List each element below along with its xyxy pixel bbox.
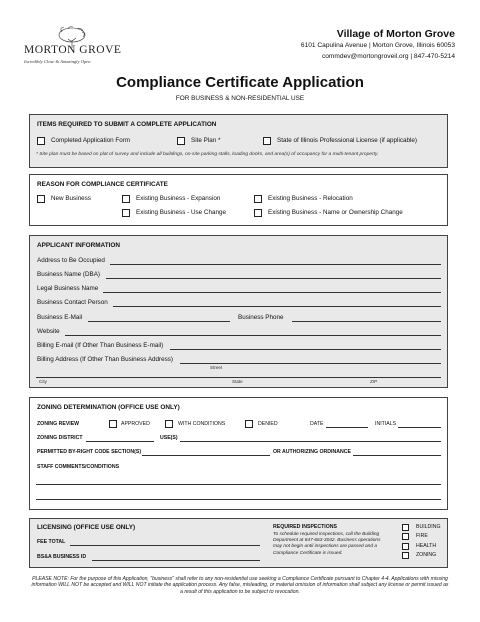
state-sublabel: State [232,379,243,384]
option-label: Existing Business - Name or Ownership Change [268,209,403,216]
zoning-review-label: ZONING REVIEW [37,421,80,427]
field-label: Business Contact Person [37,299,108,306]
staff-comments-line[interactable] [36,484,441,485]
checkbox-with-conditions[interactable] [165,420,173,428]
village-name: Village of Morton Grove [336,28,455,40]
items-required-heading: ITEMS REQUIRED TO SUBMIT A COMPLETE APPLICATION [37,121,217,128]
checkbox-health[interactable] [402,543,409,550]
footer-note: PLEASE NOTE: For the purpose of this Application, "business" shall refer to any non-residential use seeking a Compliance Certificate pursuant to Chapter 4-4. Applications with missing information WILL NOT be accepted and WILL NOT initiate the application process. Any false, misleading, or material omission of information shall subject any license or permit issued as a result of this application to be subject to revocation. [31,576,449,595]
logo-wordmark: MORTON GROVE [24,44,122,56]
field-label: Business Name (DBA) [37,271,100,278]
city-sublabel: City [39,379,47,384]
zoning-heading: ZONING DETERMINATION (OFFICE USE ONLY) [37,404,180,411]
checkbox-fire[interactable] [402,533,409,540]
option-label: Site Plan * [191,137,221,144]
zoning-district-label: ZONING DISTRICT [37,435,83,441]
licensing-heading: LICENSING (OFFICE USE ONLY) [37,524,136,531]
checkbox-denied[interactable] [245,420,253,428]
option-label: Existing Business - Relocation [268,195,353,202]
fee-total-input[interactable] [70,545,260,546]
reason-section [29,174,448,226]
business-name-input[interactable] [106,278,441,279]
applicant-section [29,235,448,388]
site-plan-footnote: * Site plan must be based on plat of survey and include all buildings, on-site parking stalls, loading docks, and area(s) of occupancy for a multi-tenant property. [36,152,379,157]
field-label: Billing E-mail (If Other Than Business E-mail) [37,342,164,349]
address-occupied-input[interactable] [110,264,441,265]
website-input[interactable] [65,335,441,336]
checkbox-state-license[interactable] [263,137,271,145]
billing-street-input[interactable] [180,363,441,364]
checkbox-application-form[interactable] [37,137,45,145]
billing-city-state-zip-input[interactable] [36,377,441,378]
bsa-id-input[interactable] [92,560,260,561]
checkbox-new-business[interactable] [37,195,45,203]
checkbox-use-change[interactable] [122,209,130,217]
inspection-option: ZONING [416,552,437,558]
denied-label: DENIED [258,421,278,427]
checkbox-relocation[interactable] [254,195,262,203]
village-contact: commdev@mortongroveil.org | 847-470-5214 [321,53,455,60]
ordinance-input[interactable] [353,455,441,456]
billing-email-input[interactable] [170,349,441,350]
applicant-heading: APPLICANT INFORMATION [37,242,120,249]
field-label: Legal Business Name [37,285,99,292]
field-label: Website [37,328,60,335]
contact-person-input[interactable] [113,306,441,307]
business-phone-input[interactable] [292,321,441,322]
inspection-option: HEALTH [416,543,437,549]
option-label: Completed Application Form [51,137,131,144]
checkbox-expansion[interactable] [122,195,130,203]
page-title: Compliance Certificate Application [116,74,364,91]
zip-sublabel: ZIP [370,379,378,384]
checkbox-zoning[interactable] [402,552,409,559]
permitted-code-input[interactable] [142,455,270,456]
with-conditions-label: WITH CONDITIONS [178,421,226,427]
zoning-district-input[interactable] [86,441,154,442]
option-label: Existing Business - Use Change [136,209,226,216]
option-label: State of Illinois Professional License (if applicable) [277,137,418,144]
inspection-option: FIRE [416,533,428,539]
ordinance-label: OR AUTHORIZING ORDINANCE [273,449,351,455]
reason-heading: REASON FOR COMPLIANCE CERTIFICATE [37,181,168,188]
initials-label: INITIALS [375,421,397,427]
licensing-section [29,518,448,568]
required-inspections-label: REQUIRED INSPECTIONS [273,524,337,530]
option-label: New Business [51,195,91,202]
approved-label: APPROVED [121,421,150,427]
checkbox-building[interactable] [402,524,409,531]
checkbox-approved[interactable] [109,420,117,428]
items-required-section [29,114,448,168]
uses-input[interactable] [180,441,441,442]
staff-comments-line[interactable] [36,499,441,500]
legal-name-input[interactable] [103,292,441,293]
staff-comments-label: STAFF COMMENTS/CONDITIONS [37,464,120,470]
inspection-option: BUILDING [416,524,441,530]
permitted-code-label: PERMITTED BY-RIGHT CODE SECTION(S) [37,449,142,455]
page-subtitle: FOR BUSINESS & NON-RESIDENTIAL USE [175,95,305,102]
zoning-section [29,397,448,510]
date-label: DATE [310,421,324,427]
field-label: Billing Address (If Other Than Business Address) [37,356,174,363]
option-label: Existing Business - Expansion [136,195,221,202]
checkbox-name-ownership-change[interactable] [254,209,262,217]
logo-tagline: Incredibly Close & Amazingly Open [24,59,91,64]
zoning-initials-input[interactable] [398,427,441,428]
inspection-note: To schedule required inspections, call the Building Department at 847-663-3042. Business operations may not begin until inspections are passed and a Compliance Certificate is issued. [273,532,381,556]
street-sublabel: Street [210,365,223,370]
fee-total-label: FEE TOTAL [37,539,66,545]
field-label: Business E-Mail [37,314,83,321]
field-label: Address to Be Occupied [37,257,105,264]
business-email-input[interactable] [88,321,230,322]
zoning-date-input[interactable] [326,427,368,428]
checkbox-site-plan[interactable] [177,137,185,145]
bsa-id-label: BS&A BUSINESS ID [37,554,87,560]
village-address: 6101 Capulina Avenue | Morton Grove, Illinois 60053 [300,42,455,49]
field-label: Business Phone [238,314,284,321]
uses-label: USE(S) [160,435,178,441]
